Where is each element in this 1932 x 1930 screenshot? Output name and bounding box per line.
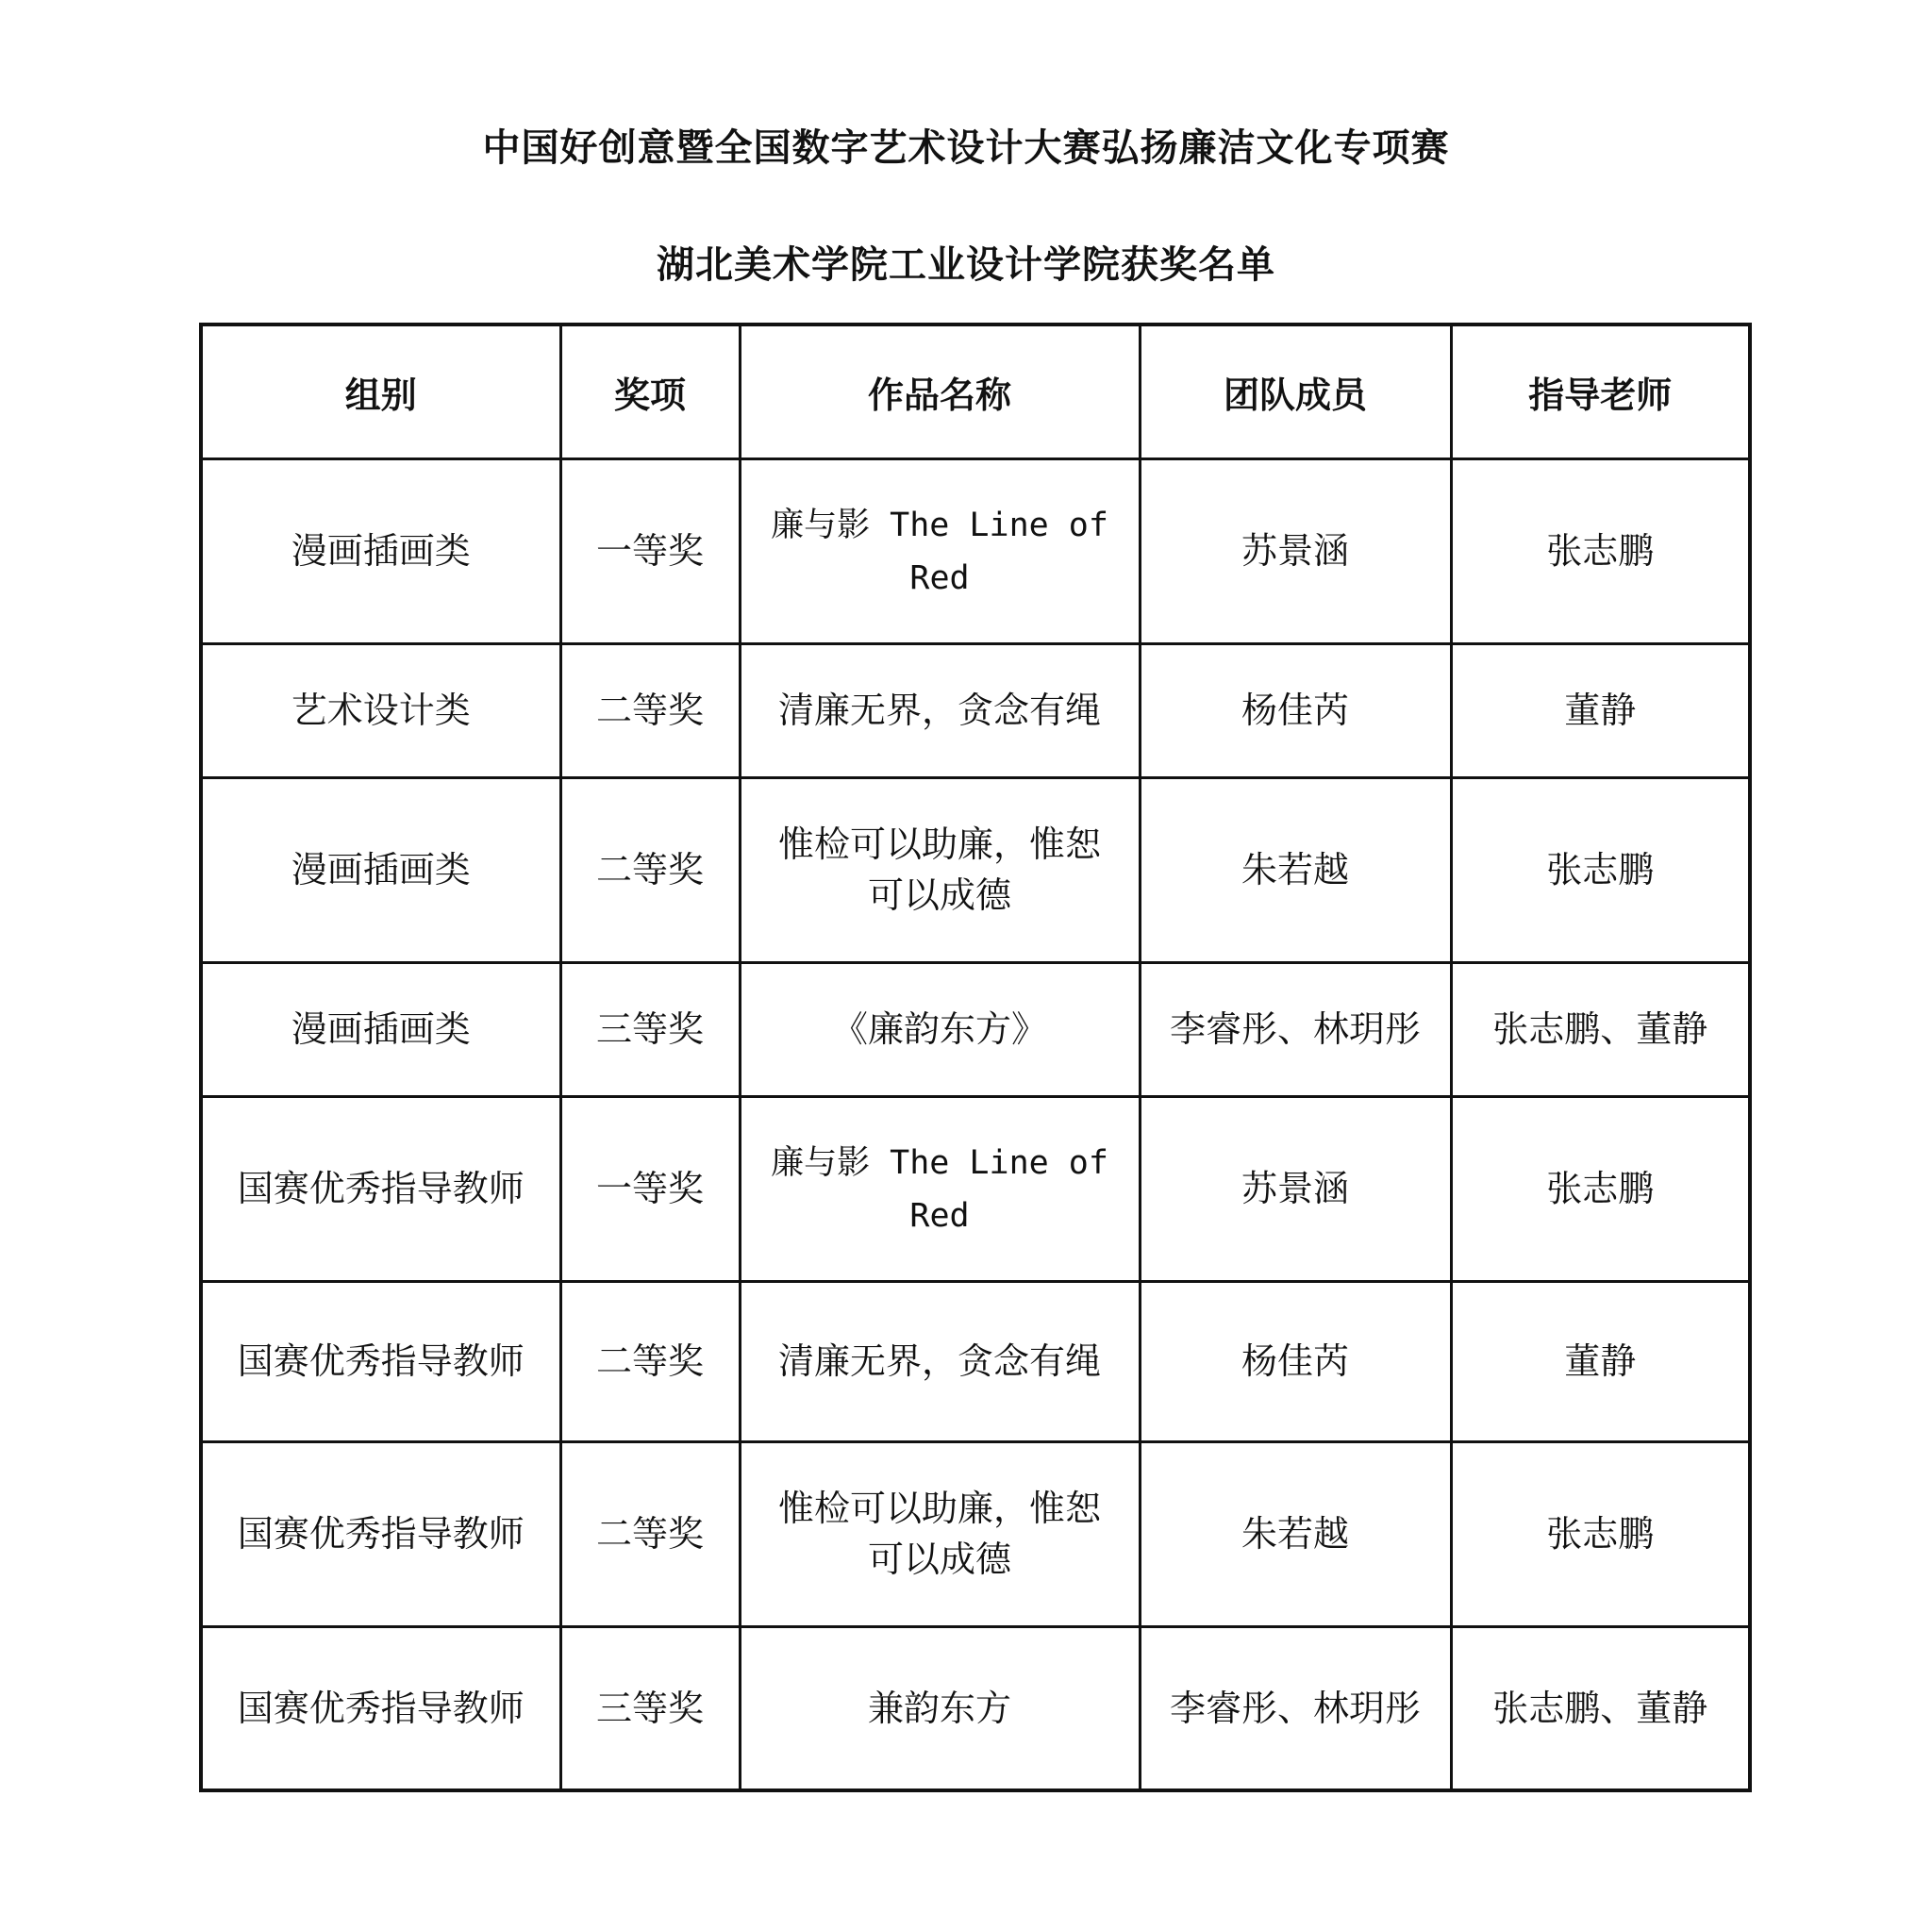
cell-advisor: 张志鹏: [1451, 1096, 1750, 1281]
cell-team: 朱若越: [1140, 1441, 1451, 1626]
cell-award: 二等奖: [560, 1441, 740, 1626]
cell-award: 二等奖: [560, 1281, 740, 1441]
cell-group: 国赛优秀指导教师: [201, 1626, 560, 1790]
cell-advisor: 张志鹏: [1451, 458, 1750, 643]
table-row: [201, 643, 1750, 777]
work-title-line2: 可以成德: [867, 874, 1011, 916]
cell-work: [740, 1096, 1140, 1281]
header-work: 作品名称: [740, 324, 1140, 458]
work-title-line1: 惟检可以助廉，惟恕: [777, 1488, 1101, 1529]
cell-work: 清廉无界，贪念有绳: [740, 643, 1140, 777]
cell-work: 兼韵东方: [740, 1626, 1140, 1790]
cell-award: 一等奖: [560, 458, 740, 643]
cell-team: 李睿彤、林玥彤: [1140, 1626, 1451, 1790]
table-row: [201, 1626, 1750, 1790]
table-row: [201, 1281, 1750, 1441]
cell-advisor: 董静: [1451, 1281, 1750, 1441]
cell-work: [740, 777, 1140, 962]
cell-advisor: 董静: [1451, 643, 1750, 777]
cell-team: 杨佳芮: [1140, 643, 1451, 777]
table-row: [201, 1096, 1750, 1281]
cell-team: 苏景涵: [1140, 1096, 1451, 1281]
header-award: 奖项: [560, 324, 740, 458]
table-row: [201, 962, 1750, 1096]
cell-work: [740, 1441, 1140, 1626]
cell-group: 漫画插画类: [201, 962, 560, 1096]
cell-group: 国赛优秀指导教师: [201, 1441, 560, 1626]
work-title-line1: 惟检可以助廉，惟恕: [777, 824, 1101, 865]
cell-team: 李睿彤、林玥彤: [1140, 962, 1451, 1096]
cell-advisor: 张志鹏: [1451, 1441, 1750, 1626]
header-advisor: 指导老师: [1451, 324, 1750, 458]
cell-work: [740, 458, 1140, 643]
awards-table: [199, 323, 1752, 1792]
work-title-line1: 廉与影 The Line of: [771, 1144, 1108, 1182]
cell-work: 清廉无界，贪念有绳: [740, 1281, 1140, 1441]
document-subtitle: 湖北美术学院工业设计学院获奖名单: [657, 243, 1275, 287]
cell-award: 二等奖: [560, 777, 740, 962]
cell-group: 国赛优秀指导教师: [201, 1281, 560, 1441]
work-title-line2: Red: [909, 1197, 970, 1235]
document-title: 中国好创意暨全国数字艺术设计大赛弘扬廉洁文化专项赛: [482, 126, 1450, 170]
cell-team: 苏景涵: [1140, 458, 1451, 643]
cell-award: 一等奖: [560, 1096, 740, 1281]
cell-award: 三等奖: [560, 962, 740, 1096]
cell-award: 三等奖: [560, 1626, 740, 1790]
header-group: 组别: [201, 324, 560, 458]
cell-team: 朱若越: [1140, 777, 1451, 962]
work-title-line2: 可以成德: [867, 1539, 1011, 1580]
work-title-line2: Red: [909, 559, 970, 597]
cell-group: 艺术设计类: [201, 643, 560, 777]
cell-work: 《廉韵东方》: [740, 962, 1140, 1096]
work-title-line1: 廉与影 The Line of: [771, 507, 1108, 544]
table-header-row: [201, 324, 1750, 458]
cell-team: 杨佳芮: [1140, 1281, 1451, 1441]
header-team: 团队成员: [1140, 324, 1451, 458]
table-row: [201, 777, 1750, 962]
cell-advisor: 张志鹏、董静: [1451, 1626, 1750, 1790]
table-row: [201, 1441, 1750, 1626]
cell-group: 漫画插画类: [201, 458, 560, 643]
table-row: [201, 458, 1750, 643]
cell-group: 漫画插画类: [201, 777, 560, 962]
cell-advisor: 张志鹏: [1451, 777, 1750, 962]
cell-award: 二等奖: [560, 643, 740, 777]
cell-advisor: 张志鹏、董静: [1451, 962, 1750, 1096]
cell-group: 国赛优秀指导教师: [201, 1096, 560, 1281]
